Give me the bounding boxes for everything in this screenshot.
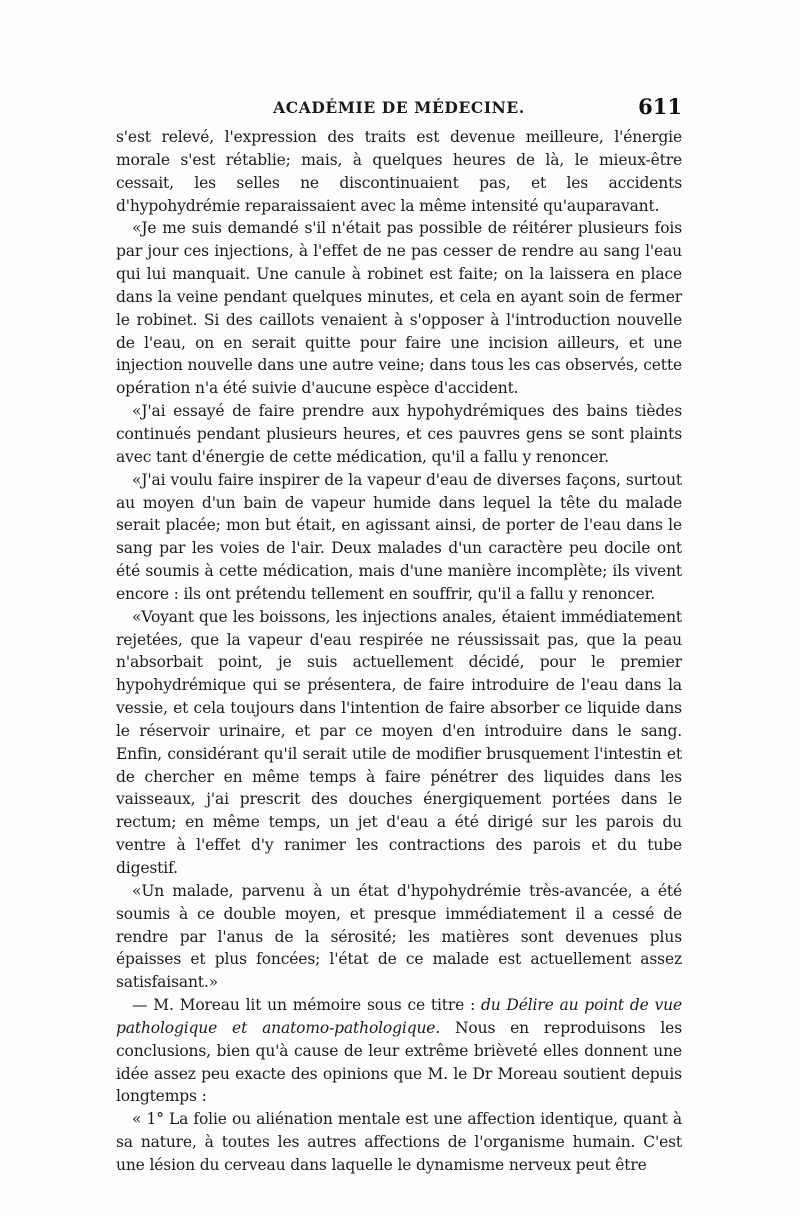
memoir-conclusion-text: . Nous en reproduisons les conclusions, bien qu'à cause de leur extrême brièveté elles donnent une idée assez peu exacte des opinions que M. le Dr Moreau soutient depuis longtemps :: [116, 1018, 682, 1106]
running-head: ACADÉMIE DE MÉDECINE.: [273, 98, 525, 117]
memoir-title: du Délire au point de vue pathologique et anatomo-pathologique: [116, 996, 682, 1037]
paragraph-moreau-memoir: [116, 994, 682, 1108]
body-text: [116, 126, 682, 1177]
paragraph-patient-result: «Un malade, parvenu à un état d'hypohydrémie très-avancée, a été soumis à ce double moyen, et presque immédiatement il a cessé de rendre par l'anus de la sérosité; les matières sont devenues plus épaisses et plus foncées; l'état de ce malade est actuellement assez satisfaisant.»: [116, 881, 682, 992]
paragraph-steam-inhalation: «J'ai voulu faire inspirer de la vapeur d'eau de diverses façons, surtout au moyen d'un bain de vapeur humide dans lequel la tête du malade serait placée; mon but était, en agissant ainsi, de porter de l'eau dans le sang par les voies de l'air. Deux malades d'un caractère peu docile ont été soumis à cette médication, mais d'une manière incomplète; ils vivent encore : ils ont prétendu tellement en souffrir, qu'il a fallu y renoncer.: [116, 470, 682, 603]
paragraph-continuation: s'est relevé, l'expression des traits est devenue meilleure, l'énergie morale s'est rétablie; mais, à quelques heures de là, le mieux-être cessait, les selles ne discontinuaient pas, et les accidents d'hypohydrémie reparaissaient avec la même intensité qu'auparavant.: [116, 128, 682, 215]
paragraph-warm-baths: «J'ai essayé de faire prendre aux hypohydrémiques des bains tièdes continués pendant plusieurs heures, et ces pauvres gens se sont plaints avec tant d'énergie de cette médication, qu'il a fallu y renoncer.: [116, 402, 682, 466]
paragraph-repeated-injections: «Je me suis demandé s'il n'était pas possible de réitérer plusieurs fois par jour ces injections, à l'effet de ne pas cesser de rendre au sang l'eau qui lui manquait. Une canule à robinet est faite; on la laissera en place dans la veine pendant quelques minutes, et cela en ayant soin de fermer le robinet. Si des caillots venaient à s'opposer à l'introduction nouvelle de l'eau, on en serait quitte pour faire une incision ailleurs, et une injection nouvelle dans une autre veine; dans tous les cas observés, cette opération n'a été suivie d'aucune espèce d'accident.: [116, 219, 682, 398]
page-number: 611: [638, 94, 682, 119]
paragraph-conclusion-1: « 1° La folie ou aliénation mentale est une affection identique, quant à sa nature, à toutes les autres affections de l'organisme humain. C'est une lésion du cerveau dans laquelle le dynamisme nerveux peut être: [116, 1110, 682, 1174]
paragraph-bladder-injection: «Voyant que les boissons, les injections anales, étaient immédiatement rejetées, que la vapeur d'eau respirée ne réussissait pas, que la peau n'absorbait point, je suis actuellement décidé, pour le premier hypohydrémique qui se présentera, de faire introduire de l'eau dans la vessie, et cela toujours dans l'intention de faire absorber ce liquide dans le réservoir urinaire, et par ce moyen d'en introduire dans le sang. Enfin, considérant qu'il serait utile de modifier brusquement l'intestin et de chercher en même temps à faire pénétrer des liquides dans les vaisseaux, j'ai prescrit des douches énergiquement portées dans le rectum; en même temps, un jet d'eau a été dirigé sur les parois du ventre à l'effet d'y ranimer les contractions des parois et du tube digestif.: [116, 607, 682, 877]
page-header: [116, 96, 682, 126]
memoir-intro-text: — M. Moreau lit un mémoire sous ce titre :: [132, 996, 481, 1015]
